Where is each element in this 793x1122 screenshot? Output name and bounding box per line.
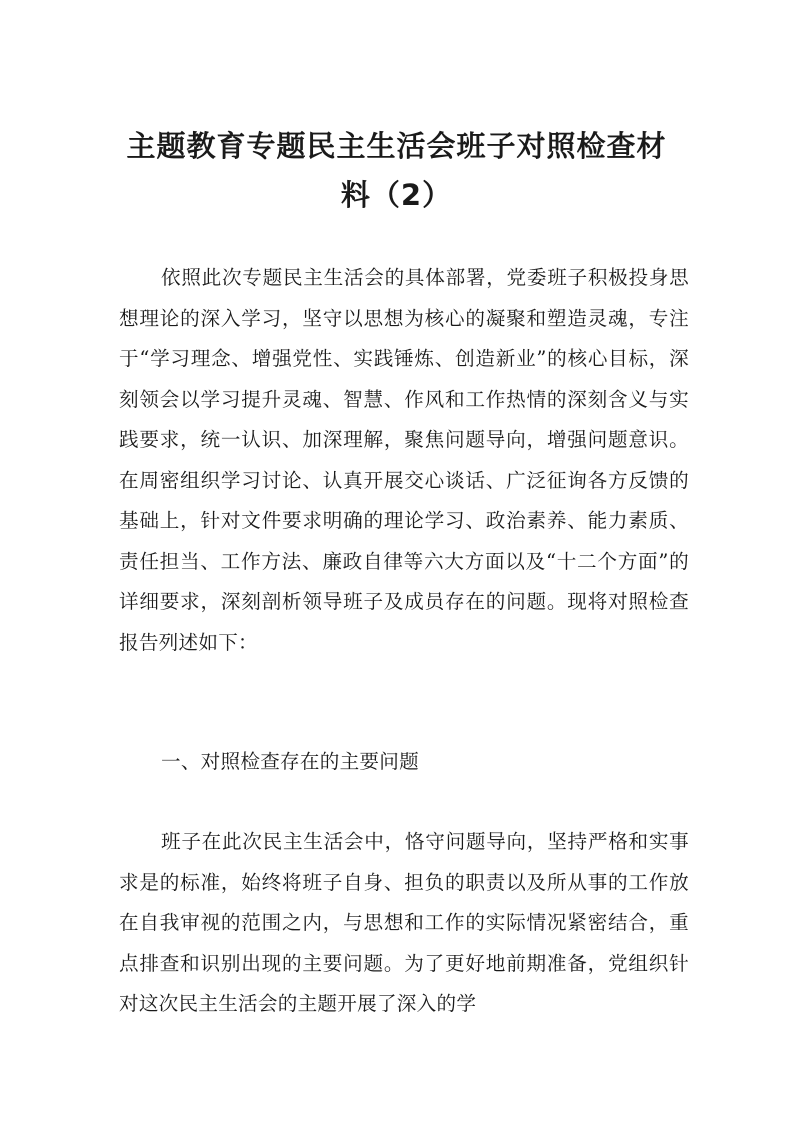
section1-paragraph: 班子在此次民主生活会中，恪守问题导向，坚持严格和实事求是的标准，始终将班子自身、担负的职责以及所从事的工作放在自我审视的范围之内，与思想和工作的实际情况紧密结合，重点排查和识别出现的主要问题。为了更好地前期准备，党组织针对这次民主生活会的主题开展了深入的学 [119, 830, 689, 1015]
section-heading-1: 一、对照检查存在的主要问题 [161, 750, 419, 773]
document-title-line-2: 料（2） [340, 178, 453, 212]
intro-paragraph: 依照此次专题民主生活会的具体部署，党委班子积极投身思想理论的深入学习，坚守以思想为核心的凝聚和塑造灵魂，专注于“学习理念、增强党性、实践锤炼、创造新业”的核心目标，深刻领会以学习提升灵魂、智慧、作风和工作热情的深刻含义与实践要求，统一认识、加深理解，聚焦问题导向，增强问题意识。在周密组织学习讨论、认真开展交心谈话、广泛征询各方反馈的基础上，针对文件要求明确的理论学习、政治素养、能力素质、责任担当、工作方法、廉政自律等六大方面以及“十二个方面”的详细要求，深刻剖析领导班子及成员存在的问题。现将对照检查报告列述如下： [119, 266, 689, 654]
document-title-line-1: 主题教育专题民主生活会班子对照检查材 [126, 129, 667, 163]
